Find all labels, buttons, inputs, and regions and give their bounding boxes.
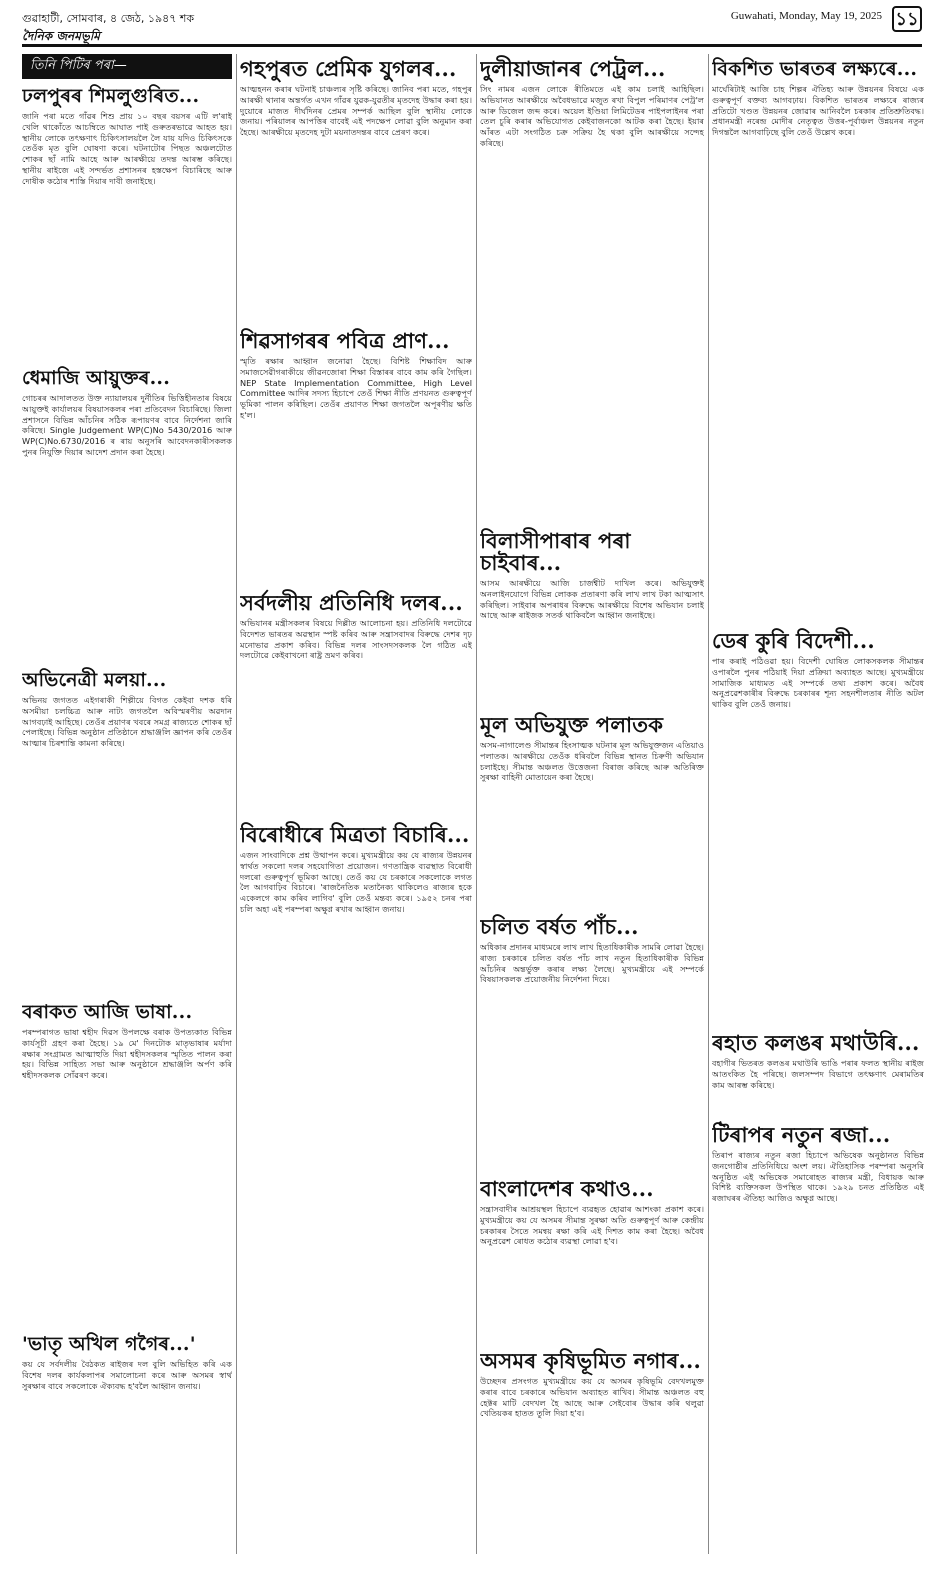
article-headline: শিৱসাগৰৰ পবিত্ৰ প্ৰাণ...: [240, 328, 450, 353]
article-body: সিং নামৰ এজন লোকে ৰীতিমতে এই কাম চলাই আহিছিল। অভিযানত আৰক্ষীয়ে অবৈধভাৱে মজুত ৰখা বিপুল পৰিমাণৰ পেট্ৰ'ল আৰু ডিজেল জব্দ কৰে। অয়েল ইণ্ডিয়া লিমিটেডৰ পাইপলাইনৰ পৰা তেল চুৰি কৰাৰ অভিযোগত কেইবাজনকো আটক কৰা হৈছে। ইয়াৰ আঁৰত এটা সংগঠিত চক্ৰ সক্ৰিয় হৈ থকা বুলি আৰক্ষীয়ে সন্দেহ কৰিছে।: [480, 84, 704, 148]
column-divider: [708, 54, 709, 1554]
article-headline: টিৰাপৰ নতুন ৰজা...: [712, 1122, 891, 1147]
article-body: মাৰ্ঘেৰিটাই আজি চাহ শিল্পৰ ঐতিহ্য আৰু উন্নয়নৰ বিষয়ে এক গুৰুত্বপূৰ্ণ বক্তব্য আগবঢ়ায়। বিকশিত ভাৰতৰ লক্ষ্যৰে ৰাজ্যৰ প্ৰতিটো খণ্ডত উন্নয়নৰ জোৱাৰ আনিবলৈ চৰকাৰ প্ৰতিশ্ৰুতিবদ্ধ। প্ৰধানমন্ত্ৰী নৰেন্দ্ৰ মোদীৰ নেতৃত্বত উত্তৰ-পূৰ্বাঞ্চল উন্নয়নৰ নতুন দিগন্তলৈ আগবাঢ়িছে বুলি তেওঁ উল্লেখ কৰে।: [712, 84, 924, 138]
article-headline: 'ভাতৃ অখিল গগৈৰ...': [22, 1333, 196, 1355]
masthead: [22, 8, 922, 28]
article-body: গোচৰৰ আদালতত উক্ত ন্যায়ালয়ৰ দুৰ্নীতিৰ ভিত্তিহীনতাৰ বিষয়ে আয়ুক্তই কাৰ্যালয়ৰ বিষয়াসকলৰ পৰা প্ৰতিবেদন বিচাৰিছে। জিলা প্ৰশাসনে বিভিন্ন আঁচনিৰ সঠিক ৰূপায়ণৰ বাবে নিৰ্দেশনা জাৰি কৰিছে। Single Judgement WP(C)No 5430/2016 আৰু WP(C)No.6730/2016 ৰ ৰায় অনুসৰি আবেদনকাৰীসকলক পুনৰ নিযুক্তি দিয়াৰ আদেশ প্ৰদান কৰা হৈছে।: [22, 393, 232, 457]
article-body: অভিনয় জগতত এইগৰাকী শিল্পীয়ে বিগত কেইবা দশক ধৰি অসমীয়া চলচ্চিত্ৰ আৰু নাট্য জগতলৈ অবিস্মৰণীয় অৱদান আগবঢ়াই আহিছে। তেওঁৰ প্ৰয়াণৰ খবৰে সমগ্ৰ ৰাজ্যতে শোকৰ ছাঁ পেলাইছে। বিভিন্ন অনুষ্ঠান প্ৰতিষ্ঠানে শ্ৰদ্ধাঞ্জলি জ্ঞাপন কৰি তেওঁৰ আত্মাৰ চিৰশান্তি কামনা কৰিছে।: [22, 695, 232, 749]
column-divider: [476, 54, 477, 1554]
article-body: স্মৃতি ৰক্ষাৰ আহ্বান জনোৱা হৈছে। বিশিষ্ট শিক্ষাবিদ আৰু সমাজসেৱীগৰাকীয়ে জীৱনজোৰা শিক্ষা বিস্তাৰৰ বাবে কাম কৰি গৈছিল। NEP State Implementation Committee, High Level Committee আদিৰ সদস্য হিচাপে তেওঁ শিক্ষা নীতি প্ৰণয়নত গুৰুত্বপূৰ্ণ ভূমিকা পালন কৰিছিল। তেওঁৰ প্ৰয়াণত শিক্ষা জগতলৈ অপূৰণীয় ক্ষতি হ'ল।: [240, 356, 472, 420]
article-body: অভিযানৰ মন্ত্ৰীসকলৰ বিষয়ে দিল্লীত আলোচনা হয়। প্ৰতিনিধি দলটোৱে বিদেশত ভাৰতৰ অৱস্থান স্পষ্ট কৰিব আৰু সন্ত্ৰাসবাদৰ বিৰুদ্ধে দেশৰ দৃঢ় মনোভাৱ প্ৰকাশ কৰিব। বিভিন্ন দলৰ সাংসদসকলক লৈ গঠিত এই দলটোৱে কেইবাখনো ৰাষ্ট্ৰ ভ্ৰমণ কৰিব।: [240, 618, 472, 661]
section-banner: তিনি পিটিৰ পৰা—: [22, 54, 232, 79]
article-body: এজন সাংবাদিকে প্ৰশ্ন উত্থাপন কৰে। মুখ্যমন্ত্ৰীয়ে কয় যে ৰাজ্যৰ উন্নয়নৰ স্বাৰ্থত সকলো দলৰ সহযোগিতা প্ৰয়োজন। গণতান্ত্ৰিক ব্যৱস্থাত বিৰোধী দলৰো গুৰুত্বপূৰ্ণ ভূমিকা আছে। তেওঁ কয় যে চৰকাৰে সকলোকে লগত লৈ আগবাঢ়িব বিচাৰে। 'ৰাজনৈতিক মতানৈক্য থাকিলেও ৰাজ্যৰ হকে একেলগে কাম কৰিব লাগিব' বুলি তেওঁ মন্তব্য কৰে। ১৯৫২ চনৰ পৰা চলি অহা এই পৰম্পৰা অক্ষুণ্ণ ৰখাৰ আহ্বান জনায়।: [240, 850, 472, 914]
article-headline: দুলীয়াজানৰ পেট্ৰল...: [480, 56, 666, 81]
article-body: উচ্ছেদৰ প্ৰসংগত মুখ্যমন্ত্ৰীয়ে কয় যে অসমৰ কৃষিভূমি বেদখলমুক্ত কৰাৰ বাবে চৰকাৰে অভিযান অব্যাহত ৰাখিব। সীমান্ত অঞ্চলত বহু হেক্টৰ মাটি বেদখল হৈ আছে আৰু সেইবোৰ উদ্ধাৰ কৰি থলুৱা খেতিয়কৰ হাতত তুলি দিয়া হ'ব।: [480, 1376, 704, 1419]
article-headline: বিকশিত ভাৰতৰ লক্ষ্যৰে...: [712, 58, 918, 80]
article-body: বহাগীৰ ভিতৰত কলঙৰ মথাউৰি ভাঙি পৰাৰ ফলত স্থানীয় ৰাইজ আতংকিত হৈ পৰিছে। জলসম্পদ বিভাগে তৎক্ষণাৎ মেৰামতিৰ কাম আৰম্ভ কৰিছে।: [712, 1058, 924, 1090]
newspaper-name: দৈনিক জনমভূমি: [22, 29, 100, 43]
article-headline: গহপুৰত প্ৰেমিক যুগলৰ...: [240, 56, 457, 81]
article-headline: বৰাকত আজি ভাষা...: [22, 1001, 193, 1023]
date-english: Guwahati, Monday, May 19, 2025: [730, 10, 882, 22]
article-body: সন্ত্ৰাসবাদীৰ আশ্ৰয়স্থল হিচাপে ব্যৱহৃত হোৱাৰ আশংকা প্ৰকাশ কৰে। মুখ্যমন্ত্ৰীয়ে কয় যে অসমৰ সীমান্ত সুৰক্ষা অতি গুৰুত্বপূৰ্ণ আৰু কেন্দ্ৰীয় চৰকাৰৰ সৈতে সমন্বয় ৰক্ষা কৰি এই দিশত কাম কৰা হৈছে। অবৈধ অনুপ্ৰৱেশ ৰোধত কঠোৰ ব্যৱস্থা লোৱা হ'ব।: [480, 1204, 704, 1247]
article-headline: ৰহাত কলঙৰ মথাউৰি...: [712, 1030, 920, 1055]
header-rule: [22, 44, 922, 47]
article-headline: মূল অভিযুক্ত পলাতক: [480, 712, 664, 737]
article-headline: বিলাসীপাৰাৰ পৰা চাইবাৰ...: [480, 528, 631, 575]
article-body: তিৰাপ ৰাজ্যৰ নতুন ৰজা হিচাপে অভিষেক অনুষ্ঠানত বিভিন্ন জনগোষ্ঠীৰ প্ৰতিনিধিয়ে অংশ লয়। ঐতিহাসিক পৰম্পৰা অনুসৰি অনুষ্ঠিত এই অভিষেক সমাৰোহত ৰাজ্যৰ মন্ত্ৰী, বিধায়ক আৰু বিশিষ্ট ব্যক্তিসকল উপস্থিত থাকে। ১৯২৯ চনত প্ৰতিষ্ঠিত এই ৰজাঘৰৰ ঐতিহ্য আজিও অক্ষুণ্ণ আছে।: [712, 1150, 924, 1204]
date-assamese: গুৱাহাটী, সোমবাৰ, ৪ জেঠ, ১৯৪৭ শক: [22, 12, 195, 25]
article-headline: ডেৰ কুৰি বিদেশী...: [712, 628, 875, 653]
article-body: আসম আৰক্ষীয়ে আজি চাৰ্জশ্বীট দাখিল কৰে। অভিযুক্তই অনলাইনযোগে বিভিন্ন লোকক প্ৰতাৰণা কৰি লাখ লাখ টকা আত্মসাৎ কৰিছিল। সাইবাৰ অপৰাধৰ বিৰুদ্ধে আৰক্ষীয়ে বিশেষ অভিযান চলাই আছে আৰু ৰাইজক সতৰ্ক থাকিবলৈ আহ্বান জনাইছে।: [480, 578, 704, 621]
article-body: অসম-নাগালেণ্ড সীমান্তৰ হিংসাত্মক ঘটনাৰ মূল অভিযুক্তজন এতিয়াও পলাতক। আৰক্ষীয়ে তেওঁক ধৰিবলৈ বিভিন্ন স্থানত চিৰুণী অভিযান চলাইছে। সীমান্ত অঞ্চলত উত্তেজনা বিৰাজ কৰিছে আৰু অতিৰিক্ত সুৰক্ষা বাহিনী মোতায়েন কৰা হৈছে।: [480, 740, 704, 783]
article-body: অধিকাৰ প্ৰদানৰ মাধ্যমৰে লাখ লাখ হিতাধিকাৰীক সামৰি লোৱা হৈছে। ৰাজ্য চৰকাৰে চলিত বৰ্ষত পাঁচ লাখ নতুন হিতাধিকাৰীক বিভিন্ন আঁচনিৰ অন্তৰ্ভুক্ত কৰাৰ লক্ষ্য লৈছে। মুখ্যমন্ত্ৰীয়ে এই সম্পৰ্কে বিষয়াসকলক প্ৰয়োজনীয় নিৰ্দেশনা দিয়ে।: [480, 942, 704, 985]
article-headline: সৰ্বদলীয় প্ৰতিনিধি দলৰ...: [240, 590, 463, 615]
article-body: কয় যে সৰ্বদলীয় বৈঠকত ৰাইজৰ দল বুলি অভিহিত কৰি এক বিশেষ দলৰ কাৰ্যকলাপৰ সমালোচনা কৰে আৰু অসমৰ স্বাৰ্থ সুৰক্ষাৰ বাবে সকলোকে ঐক্যবদ্ধ হ'বলৈ আহ্বান জনায়।: [22, 1359, 232, 1391]
article-body: পৰম্পৰাগত ভাষা শ্বহীদ দিৱস উপলক্ষে বৰাক উপত্যকাত বিভিন্ন কাৰ্যসূচী গ্ৰহণ কৰা হৈছে। ১৯ মে' দিনটোক মাতৃভাষাৰ মৰ্যাদা ৰক্ষাৰ সংগ্ৰামত আত্মাহুতি দিয়া শ্বহীদসকলৰ স্মৃতিত পালন কৰা হয়। বিভিন্ন সাহিত্য সভা আৰু অনুষ্ঠানে শ্ৰদ্ধাঞ্জলি অৰ্পণ কৰি শ্বহীদসকলক সোঁৱৰণ কৰে।: [22, 1027, 232, 1081]
column-3: [480, 54, 704, 1425]
article-body: জানি পৰা মতে গাঁৱৰ শিশু প্ৰায় ১০ বছৰ বয়সৰ এটি ল'ৰাই খেলি থাকোঁতে আচম্বিতে আঘাত পাই গুৰুতৰভাৱে আহত হয়। স্থানীয় লোকে তৎক্ষণাৎ চিকিৎসালয়লৈ লৈ যায় যদিও চিকিৎসকে তেওঁক মৃত বুলি ঘোষণা কৰে। ঘটনাটোৰ পিছত অঞ্চলটোত শোকৰ ছাঁ নামি আহে আৰু আৰক্ষীয়ে তদন্ত আৰম্ভ কৰিছে। স্থানীয় ৰাইজে এই সন্দৰ্ভত প্ৰশাসনৰ হস্তক্ষেপ বিচাৰিছে আৰু দোষীক কঠোৰ শাস্তি দিয়াৰ দাবী জনাইছে।: [22, 111, 232, 186]
column-2: [240, 54, 472, 921]
article-headline: ঢলপুৰৰ শিমলুগুৰিত...: [22, 85, 200, 107]
article-headline: বাংলাদেশৰ কথাও...: [480, 1176, 654, 1201]
column-divider: [236, 54, 237, 1554]
article-body: পাৰ কৰাই পঠিওৱা হয়। বিদেশী ঘোষিত লোকসকলক সীমান্তৰ ওপাৰলৈ পুনৰ পঠিয়াই দিয়া প্ৰক্ৰিয়া অব্যাহত আছে। মুখ্যমন্ত্ৰীয়ে সামাজিক মাধ্যমত এই সম্পৰ্কে তথ্য প্ৰকাশ কৰে। অবৈধ অনুপ্ৰৱেশকাৰীৰ বিৰুদ্ধে চৰকাৰৰ শূন্য সহনশীলতাৰ নীতি অটল থাকিব বুলি তেওঁ জনায়।: [712, 656, 924, 710]
article-body: আত্মহনন কৰাৰ ঘটনাই চাঞ্চল্যৰ সৃষ্টি কৰিছে। জানিব পৰা মতে, গহপুৰ আৰক্ষী থানাৰ অন্তৰ্গত এখন গাঁৱৰ যুৱক-যুৱতীৰ মৃতদেহ উদ্ধাৰ কৰা হয়। দুয়োৰে মাজত দীৰ্ঘদিনৰ প্ৰেমৰ সম্পৰ্ক আছিল বুলি স্থানীয় লোকে জনায়। পৰিয়ালৰ আপত্তিৰ বাবেই এই পদক্ষেপ লোৱা বুলি অনুমান কৰা হৈছে। আৰক্ষীয়ে মৃতদেহ দুটা ময়নাতদন্তৰ বাবে প্ৰেৰণ কৰে।: [240, 84, 472, 138]
article-headline: ধেমাজি আয়ুক্তৰ...: [22, 367, 171, 389]
article-headline: বিৰোধীৰে মিত্ৰতা বিচাৰি...: [240, 822, 470, 847]
article-headline: অভিনেত্ৰী মলয়া...: [22, 669, 167, 691]
article-headline: চলিত বৰ্ষত পাঁচ...: [480, 914, 639, 939]
column-1: [22, 54, 232, 1397]
article-headline: অসমৰ কৃষিভূমিত নগাৰ...: [480, 1348, 702, 1373]
page-number: ১১: [892, 6, 922, 32]
column-4: [712, 54, 924, 1210]
